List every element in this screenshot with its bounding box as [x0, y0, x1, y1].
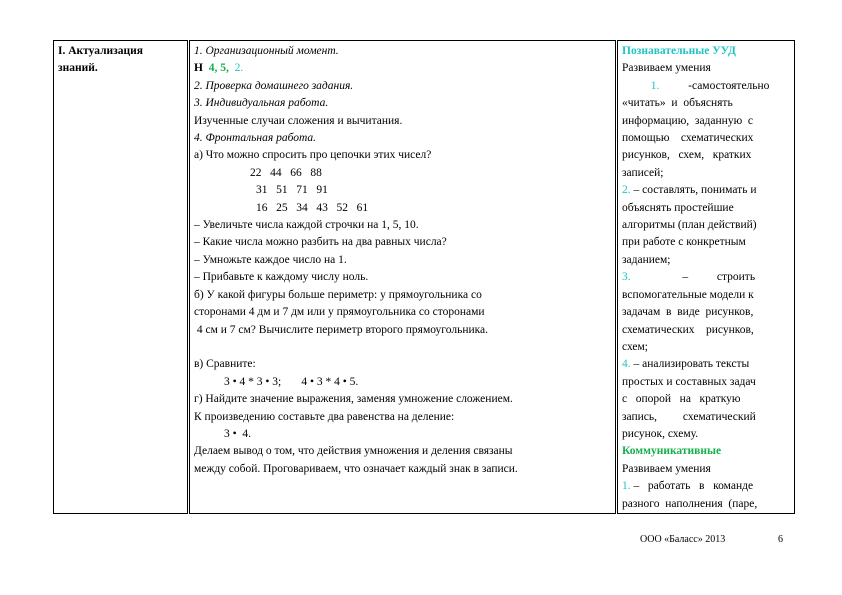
item-number: 1. — [622, 480, 631, 493]
stage-cell — [54, 41, 189, 514]
question-b-line-3: 4 см и 7 см? Вычислите периметр второго прямоугольника. — [194, 323, 489, 336]
question-b-line-2: сторонами 4 дм и 7 дм или у прямоугольника со сторонами — [194, 306, 485, 319]
footer-company: ООО «Баласс» 2013 — [640, 534, 726, 545]
cognitive-item-2 — [622, 182, 791, 269]
conclusion-line-2: между собой. Проговариваем, что означает каждый знак в записи. — [194, 462, 518, 475]
number-row-1 — [194, 165, 612, 182]
item-line: объяснять простейшие — [622, 201, 734, 214]
number: 61 — [356, 201, 369, 214]
number: 43 — [316, 201, 328, 214]
cognitive-item-4 — [622, 356, 791, 443]
compare-expression-2: 4 • 3 * 4 • 5. — [301, 375, 359, 388]
cognitive-uud-title: Познавательные УУД — [622, 45, 736, 57]
number: 34 — [296, 201, 308, 214]
homework-check: 2. Проверка домашнего задания. — [194, 79, 354, 92]
item-line: запись, схематический — [622, 410, 756, 423]
number: 52 — [336, 201, 348, 214]
item-line: алгоритмы (план действий) — [622, 219, 757, 232]
item-number: 2. — [622, 184, 631, 197]
blank-line — [194, 339, 612, 356]
item-line: информацию, заданную с — [622, 114, 754, 127]
studied-cases: Изученные случаи сложения и вычитания. — [194, 114, 403, 127]
cognitive-item-1 — [622, 78, 791, 182]
stage-subtitle: знаний. — [58, 62, 98, 75]
item-line: помощью схематических — [622, 132, 754, 145]
page-number: 6 — [778, 534, 783, 545]
frontal-work: 4. Фронтальная работа. — [194, 132, 317, 145]
item-line: схематических рисунков, — [622, 323, 754, 336]
stage-title: I. Актуализация — [58, 45, 144, 57]
number: 22 — [250, 166, 262, 179]
product-expression: 3 • 4. — [224, 427, 252, 440]
question-v: в) Сравните: — [194, 358, 256, 371]
compare-expression-1: 3 • 4 * 3 • 3; — [224, 375, 282, 388]
uud-cell — [617, 41, 795, 514]
task-1: – Увеличьте числа каждой строчки на 1, 5, 10. — [194, 219, 419, 232]
item-number: 1. — [650, 79, 660, 92]
item-line: 1. -самостоятельно — [650, 79, 770, 92]
number-row-3 — [194, 200, 612, 217]
communicative-item-1 — [622, 478, 791, 513]
item-line: заданием; — [622, 253, 671, 266]
item-line: рисунок, схему. — [622, 427, 699, 440]
number: 66 — [290, 166, 302, 179]
number: 44 — [270, 166, 282, 179]
develop-skills-label: Развиваем умения — [622, 62, 711, 75]
item-line: 1. – работать в команде — [622, 480, 754, 493]
number: 88 — [310, 166, 322, 179]
task-3: – Умножьте каждое число на 1. — [194, 253, 347, 266]
item-line: при работе с конкретным — [622, 236, 746, 249]
table-row — [54, 41, 795, 514]
communicative-uud-title: Коммуникативные — [622, 445, 722, 458]
develop-skills-label: Развиваем умения — [622, 462, 711, 475]
content-cell — [189, 41, 617, 514]
h-prefix: Н — [194, 62, 203, 75]
item-line: задачам в виде рисунков, — [622, 306, 754, 319]
page-footer — [640, 534, 790, 545]
h-nums: 4, 5, — [208, 62, 229, 75]
org-moment: 1. Организационный момент. — [194, 45, 339, 57]
cognitive-item-3 — [622, 269, 791, 356]
number-row-2 — [194, 182, 612, 199]
number: 25 — [276, 201, 288, 214]
item-line: вспомогательные модели к — [622, 288, 754, 301]
item-line: простых и составных задач — [622, 375, 756, 388]
item-line: разного наполнения (паре, — [622, 497, 758, 510]
compare-line — [194, 374, 612, 391]
question-g-line-2: К произведению составьте два равенства на деление: — [194, 410, 455, 423]
number: 31 — [256, 184, 268, 197]
item-number: 4. — [622, 358, 631, 371]
question-a: а) Что можно спросить про цепочки этих чисел? — [194, 149, 432, 162]
lesson-plan-table — [53, 40, 795, 514]
individual-work: 3. Индивидуальная работа. — [194, 97, 329, 110]
item-line: «читать» и объяснять — [622, 97, 733, 110]
item-line: с опорой на краткую — [622, 393, 741, 406]
item-line: 2. – составлять, понимать и — [622, 184, 757, 197]
task-2: – Какие числа можно разбить на два равных числа? — [194, 236, 447, 249]
item-number: 3. — [622, 271, 631, 284]
question-g: г) Найдите значение выражения, заменяя умножение сложением. — [194, 393, 513, 406]
item-line: 4. – анализировать тексты — [622, 358, 750, 371]
item-line: схем; — [622, 340, 648, 353]
number: 91 — [316, 184, 328, 197]
item-line: 3. – строить — [622, 271, 756, 284]
question-b-line-1: б) У какой фигуры больше периметр: у прямоугольника со — [194, 288, 482, 301]
task-4: – Прибавьте к каждому числу ноль. — [194, 271, 369, 284]
number: 16 — [256, 201, 268, 214]
item-line: записей; — [622, 166, 664, 179]
item-line: рисунков, схем, кратких — [622, 149, 752, 162]
h-line — [194, 60, 612, 77]
h-num2: 2. — [234, 62, 244, 75]
number: 71 — [296, 184, 308, 197]
number: 51 — [276, 184, 288, 197]
conclusion-line-1: Делаем вывод о том, что действия умножения и деления связаны — [194, 445, 513, 458]
